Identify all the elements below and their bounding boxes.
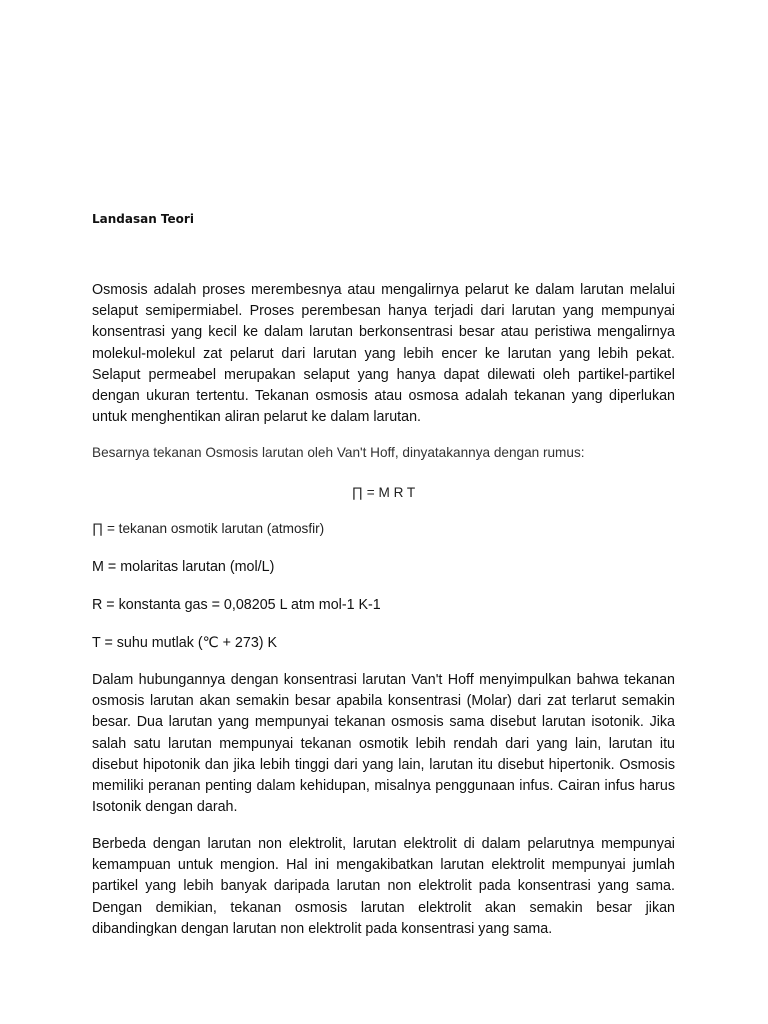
paragraph-osmosis-definition: Osmosis adalah proses merembesnya atau mengalirnya pelarut ke dalam larutan melalui selaput semipermiabel. Proses perembesan hanya terjadi dari larutan yang mempunyai konsentrasi yang kecil ke dalam larutan berkonsentrasi besar atau peristiwa mengalirnya molekul-molekul zat pelarut dari larutan yang lebih encer ke larutan yang lebih pekat. Selaput permeabel merupakan selaput yang hanya dapat dilewati oleh partikel-partikel dengan ukuran tertentu. Tekanan osmosis atau osmosa adalah tekanan yang diperlukan untuk menghentikan aliran pelarut ke dalam larutan. (92, 282, 675, 426)
paragraph-vant-hoff-conclusion: Dalam hubungannya dengan konsentrasi larutan Van't Hoff menyimpulkan bahwa tekanan osmosis larutan akan semakin besar apabila konsentrasi (Molar) dari zat terlarut semakin besar. Dua larutan yang mempunyai tekanan osmosis sama disebut larutan isotonik. Jika salah satu larutan mempunyai tekanan osmotik lebih rendah dari yang lain, larutan itu disebut hipotonik dan jika lebih tinggi dari yang lain, larutan itu disebut hipertonik. Osmosis memiliki peranan penting dalam kehidupan, misalnya penggunaan infus. Cairan infus harus Isotonik dengan darah. (92, 672, 675, 816)
paragraph-formula-intro: Besarnya tekanan Osmosis larutan oleh Van't Hoff, dinyatakannya dengan rumus: (92, 445, 585, 460)
osmotic-pressure-formula: ∏ = M R T (351, 485, 416, 500)
section-heading: Landasan Teori (92, 212, 194, 226)
document-page (92, 0, 675, 1024)
definition-m: M = molaritas larutan (mol/L) (92, 559, 275, 575)
definition-r: R = konstanta gas = 0,08205 L atm mol-1 K-1 (92, 597, 381, 613)
definition-pi: ∏ = tekanan osmotik larutan (atmosfir) (92, 521, 325, 536)
paragraph-electrolyte: Berbeda dengan larutan non elektrolit, larutan elektrolit di dalam pelarutnya mempunyai kemampuan untuk mengion. Hal ini mengakibatkan larutan elektrolit mempunyai jumlah partikel yang lebih banyak daripada larutan non elektrolit pada konsentrasi yang sama. Dengan demikian, tekanan osmosis larutan elektrolit akan semakin besar jikan dibandingkan dengan larutan non elektrolit pada konsentrasi yang sama. (92, 836, 675, 937)
definition-t: T = suhu mutlak (℃ + 273) K (92, 635, 278, 651)
